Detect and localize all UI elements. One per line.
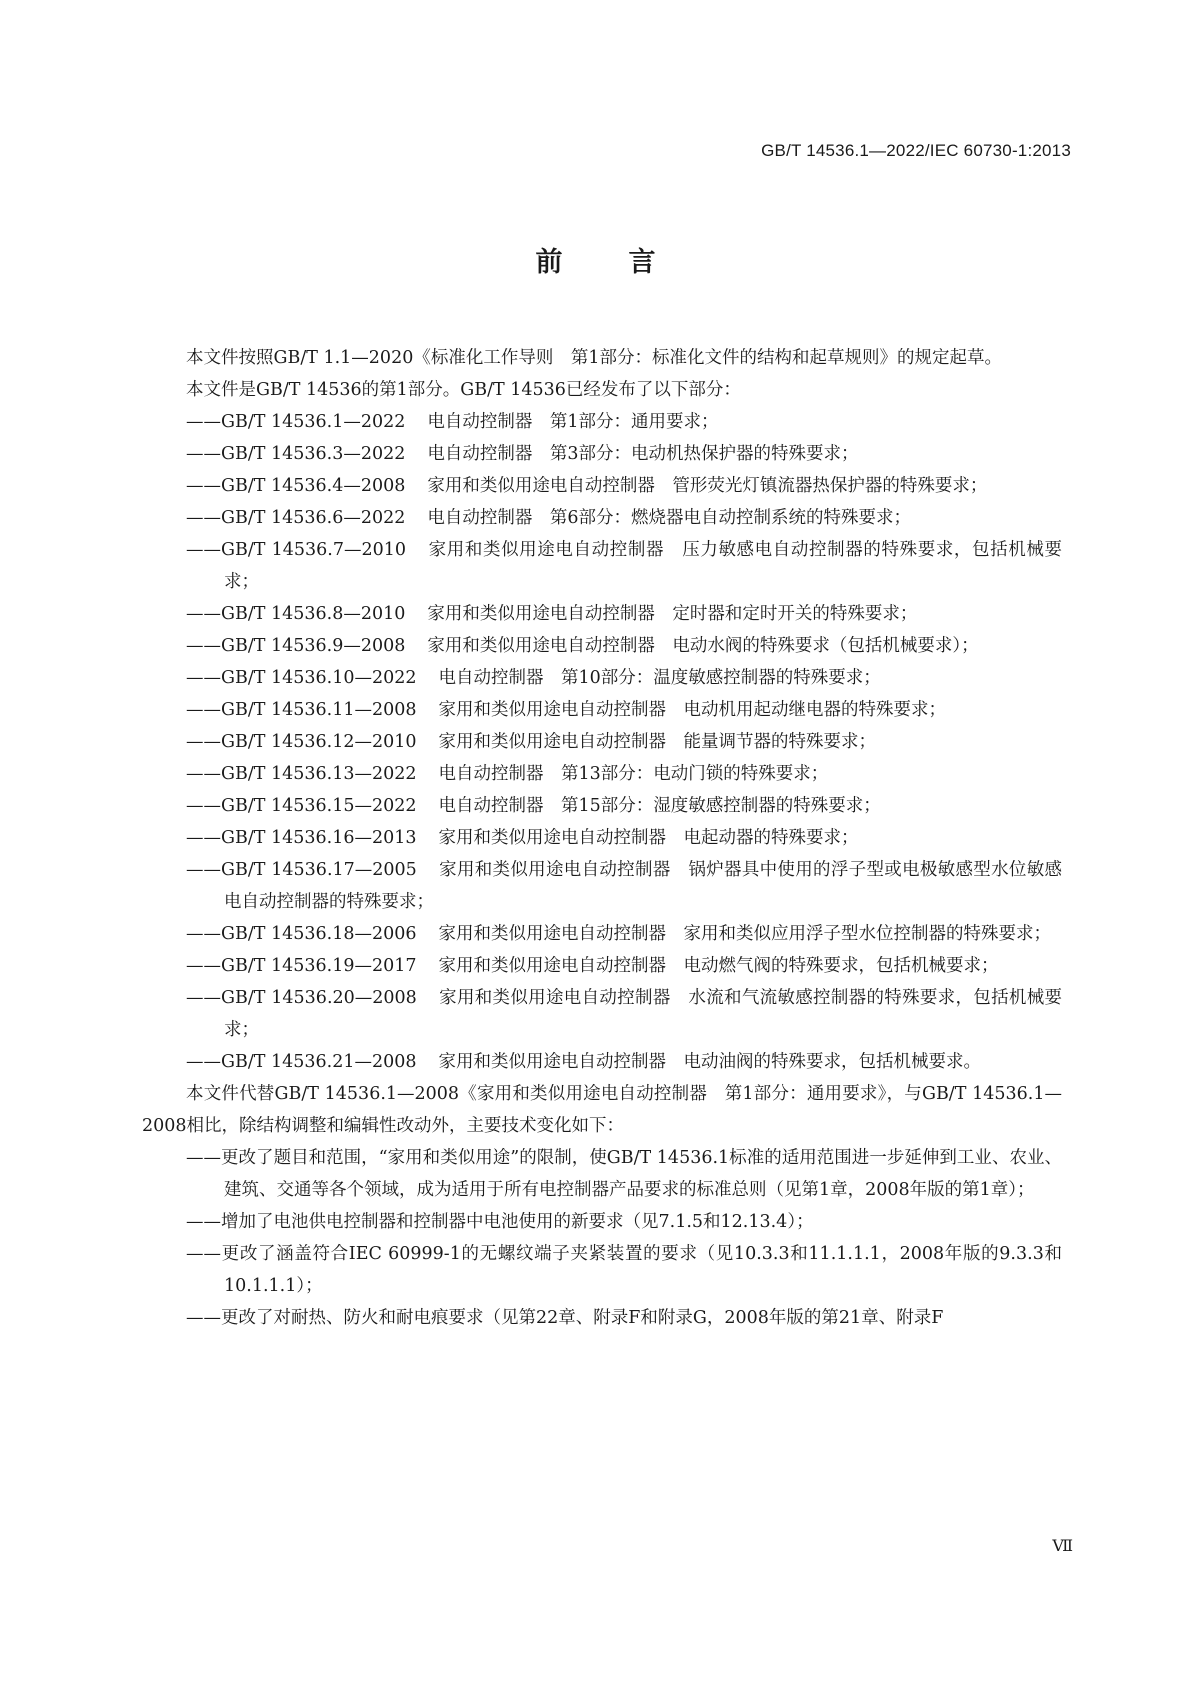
list-item — [142, 598, 1062, 630]
part-title: 家用和类似用途电自动控制器 家用和类似应用浮子型水位控制器的特殊要求； — [438, 924, 1052, 944]
list-item — [142, 1206, 1062, 1238]
part-title: 家用和类似用途电自动控制器 电动油阀的特殊要求，包括机械要求。 — [438, 1052, 982, 1072]
part-title: 家用和类似用途电自动控制器 能量调节器的特殊要求； — [438, 732, 877, 752]
part-title: 家用和类似用途电自动控制器 电动燃气阀的特殊要求，包括机械要求； — [438, 956, 999, 976]
list-dash: —— — [186, 508, 221, 528]
part-title: 电自动控制器 第1部分：通用要求； — [427, 412, 719, 432]
list-item — [142, 854, 1062, 918]
list-dash: —— — [186, 796, 221, 816]
part-title: 家用和类似用途电自动控制器 电动水阀的特殊要求（包括机械要求）； — [427, 636, 979, 656]
list-item — [142, 1142, 1062, 1206]
list-item — [142, 1238, 1062, 1302]
list-dash: —— — [186, 956, 221, 976]
list-dash: —— — [186, 636, 221, 656]
part-code: GB/T 14536.1—2022 — [221, 412, 406, 432]
paragraph-series-intro: 本文件是GB/T 14536的第1部分。GB/T 14536已经发布了以下部分： — [186, 380, 741, 400]
document-id-header: GB/T 14536.1—2022/IEC 60730-1:2013 — [761, 141, 1071, 160]
list-item — [142, 470, 1062, 502]
list-item — [142, 822, 1062, 854]
list-item — [142, 982, 1062, 1046]
part-code: GB/T 14536.9—2008 — [221, 636, 406, 656]
list-item — [142, 918, 1062, 950]
part-title: 电自动控制器 第13部分：电动门锁的特殊要求； — [438, 764, 829, 784]
list-dash: —— — [186, 924, 221, 944]
part-title: 电自动控制器 第15部分：湿度敏感控制器的特殊要求； — [438, 796, 881, 816]
change-text: 增加了电池供电控制器和控制器中电池使用的新要求（见7.1.5和12.13.4）； — [221, 1212, 814, 1232]
list-item — [142, 726, 1062, 758]
list-dash: —— — [186, 540, 221, 560]
list-dash: —— — [186, 476, 221, 496]
list-item — [142, 758, 1062, 790]
list-dash: —— — [186, 1052, 221, 1072]
list-item — [142, 1046, 1062, 1078]
page-number: Ⅶ — [1052, 1536, 1073, 1555]
part-code: GB/T 14536.19—2017 — [221, 956, 417, 976]
paragraph-supersedes: 本文件代替GB/T 14536.1—2008《家用和类似用途电自动控制器 第1部分：通用要求》，与GB/T 14536.1—2008相比，除结构调整和编辑性改动外，主要技术变化如下： — [142, 1084, 1062, 1136]
list-dash: —— — [186, 444, 221, 464]
part-code: GB/T 14536.21—2008 — [221, 1052, 417, 1072]
list-dash: —— — [186, 1308, 221, 1328]
part-code: GB/T 14536.13—2022 — [221, 764, 417, 784]
part-code: GB/T 14536.4—2008 — [221, 476, 406, 496]
change-text: 更改了涵盖符合IEC 60999-1的无螺纹端子夹紧装置的要求（见10.3.3和11.1.1.1，2008年版的9.3.3和10.1.1.1）； — [221, 1244, 1062, 1296]
part-code: GB/T 14536.10—2022 — [221, 668, 417, 688]
list-dash: —— — [186, 412, 221, 432]
part-title: 电自动控制器 第3部分：电动机热保护器的特殊要求； — [427, 444, 859, 464]
list-item — [142, 1302, 1062, 1334]
part-code: GB/T 14536.16—2013 — [221, 828, 417, 848]
list-dash: —— — [186, 1148, 221, 1168]
list-item — [142, 502, 1062, 534]
part-title: 电自动控制器 第6部分：燃烧器电自动控制系统的特殊要求； — [427, 508, 912, 528]
part-code: GB/T 14536.20—2008 — [221, 988, 417, 1008]
list-item — [142, 662, 1062, 694]
changes-list — [142, 1142, 1062, 1334]
part-code: GB/T 14536.7—2010 — [221, 540, 406, 560]
list-dash: —— — [186, 604, 221, 624]
part-title: 电自动控制器 第10部分：温度敏感控制器的特殊要求； — [438, 668, 881, 688]
part-code: GB/T 14536.11—2008 — [221, 700, 417, 720]
list-item — [142, 406, 1062, 438]
part-code: GB/T 14536.12—2010 — [221, 732, 417, 752]
part-code: GB/T 14536.15—2022 — [221, 796, 417, 816]
part-title: 家用和类似用途电自动控制器 定时器和定时开关的特殊要求； — [427, 604, 918, 624]
part-title: 家用和类似用途电自动控制器 水流和气流敏感控制器的特殊要求，包括机械要求； — [224, 988, 1063, 1040]
part-title: 家用和类似用途电自动控制器 锅炉器具中使用的浮子型或电极敏感型水位敏感电自动控制器的特殊要求； — [224, 860, 1063, 912]
part-title: 家用和类似用途电自动控制器 管形荧光灯镇流器热保护器的特殊要求； — [427, 476, 988, 496]
list-dash: —— — [186, 1244, 221, 1264]
list-item — [142, 790, 1062, 822]
list-dash: —— — [186, 828, 221, 848]
list-dash: —— — [186, 668, 221, 688]
paragraph-drafting-basis: 本文件按照GB/T 1.1—2020《标准化工作导则 第1部分：标准化文件的结构和起草规则》的规定起草。 — [186, 348, 1002, 368]
parts-list — [142, 406, 1062, 1078]
part-code: GB/T 14536.3—2022 — [221, 444, 406, 464]
list-dash: —— — [186, 700, 221, 720]
page-title: 前言 — [535, 247, 722, 278]
part-code: GB/T 14536.6—2022 — [221, 508, 406, 528]
part-code: GB/T 14536.8—2010 — [221, 604, 406, 624]
list-item — [142, 438, 1062, 470]
list-item — [142, 694, 1062, 726]
list-item — [142, 534, 1062, 598]
list-item — [142, 950, 1062, 982]
list-dash: —— — [186, 988, 221, 1008]
document-body — [142, 342, 1062, 1334]
list-dash: —— — [186, 860, 221, 880]
list-dash: —— — [186, 732, 221, 752]
change-text: 更改了题目和范围，“家用和类似用途”的限制，使GB/T 14536.1标准的适用范围进一步延伸到工业、农业、建筑、交通等各个领域，成为适用于所有电控制器产品要求的标准总则（见第1章，2008年版的第1章）； — [221, 1148, 1062, 1200]
list-item — [142, 630, 1062, 662]
part-title: 家用和类似用途电自动控制器 压力敏感电自动控制器的特殊要求，包括机械要求； — [224, 540, 1063, 592]
list-dash: —— — [186, 764, 221, 784]
part-title: 家用和类似用途电自动控制器 电起动器的特殊要求； — [438, 828, 859, 848]
list-dash: —— — [186, 1212, 221, 1232]
change-text: 更改了对耐热、防火和耐电痕要求（见第22章、附录F和附录G，2008年版的第21章、附录F — [221, 1308, 944, 1328]
part-code: GB/T 14536.18—2006 — [221, 924, 417, 944]
part-code: GB/T 14536.17—2005 — [221, 860, 417, 880]
part-title: 家用和类似用途电自动控制器 电动机用起动继电器的特殊要求； — [438, 700, 947, 720]
